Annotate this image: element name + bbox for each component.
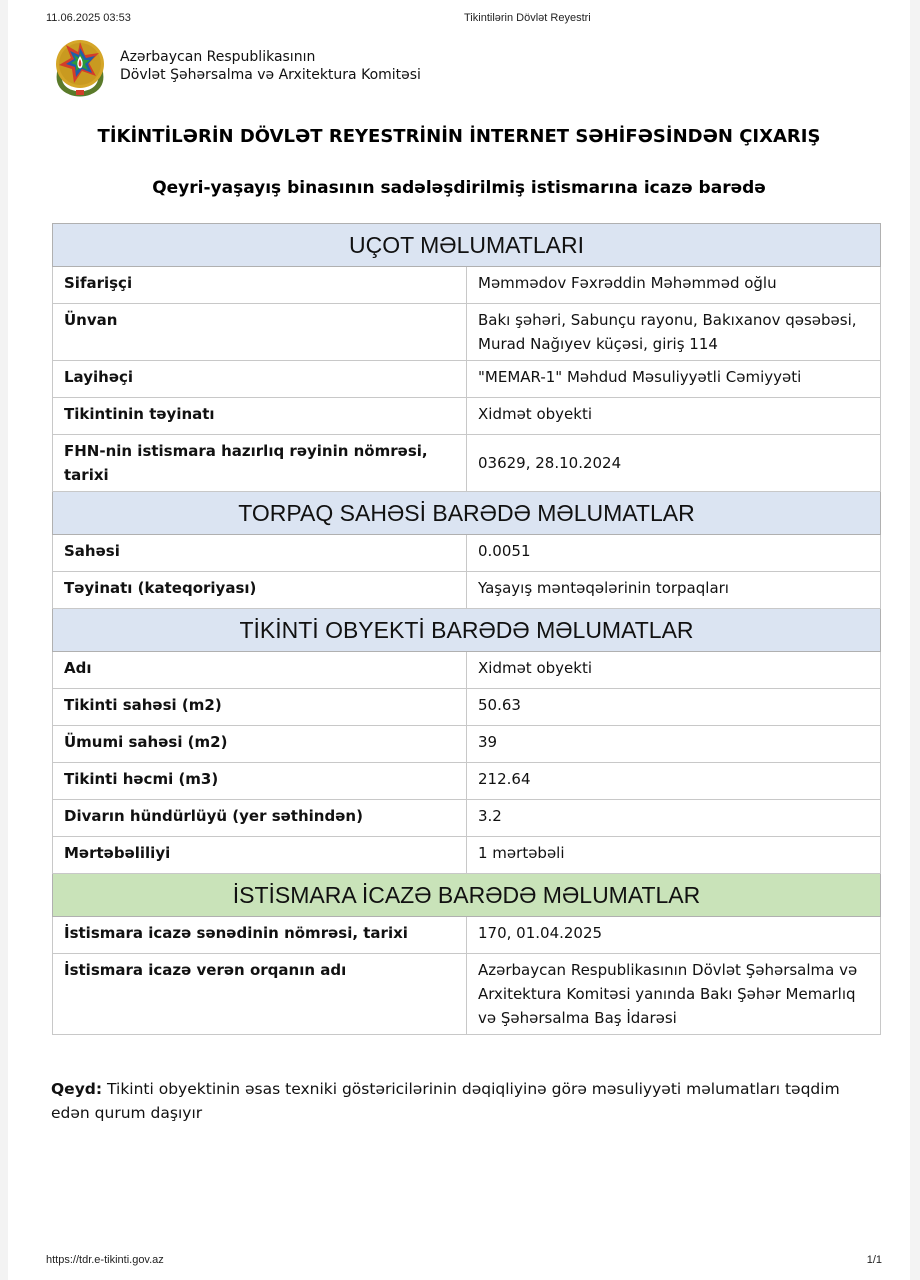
organization-name bbox=[120, 48, 480, 84]
row-key: Layihəçi bbox=[53, 361, 467, 398]
table-row bbox=[53, 954, 881, 1035]
table-row bbox=[53, 763, 881, 800]
section-header-torpaq: TORPAQ SAHƏSİ BARƏDƏ MƏLUMATLAR bbox=[53, 492, 881, 535]
row-key: Divarın hündürlüyü (yer səthindən) bbox=[53, 800, 467, 837]
row-key: Tikintinin təyinatı bbox=[53, 398, 467, 435]
page-number: 1/1 bbox=[866, 1254, 882, 1266]
section-header-row bbox=[53, 492, 881, 535]
row-value: 03629, 28.10.2024 bbox=[467, 435, 881, 492]
print-title: Tikintilərin Dövlət Reyestri bbox=[464, 12, 591, 24]
azerbaijan-coat-of-arms-icon bbox=[50, 34, 110, 98]
document-subtitle: Qeyri-yaşayış binasının sadələşdirilmiş istismarına icazə barədə bbox=[152, 178, 766, 198]
row-key: Ümumi sahəsi (m2) bbox=[53, 726, 467, 763]
row-value: 1 mərtəbəli bbox=[467, 837, 881, 874]
table-row bbox=[53, 652, 881, 689]
table-row bbox=[53, 917, 881, 954]
table-row bbox=[53, 726, 881, 763]
row-key: Ünvan bbox=[53, 304, 467, 361]
footnote-text: Tikinti obyektinin əsas texniki göstəricilərinin dəqiqliyinə görə məsuliyyəti məlumatları təqdim edən qurum daşıyır bbox=[51, 1080, 840, 1122]
table-row bbox=[53, 837, 881, 874]
section-header-row bbox=[53, 874, 881, 917]
section-header-row bbox=[53, 224, 881, 267]
footnote bbox=[51, 1077, 881, 1125]
footnote-label: Qeyd: bbox=[51, 1080, 103, 1098]
row-key: Təyinatı (kateqoriyası) bbox=[53, 572, 467, 609]
table-row bbox=[53, 572, 881, 609]
row-value: Xidmət obyekti bbox=[467, 652, 881, 689]
row-key: İstismara icazə verən orqanın adı bbox=[53, 954, 467, 1035]
table-row bbox=[53, 398, 881, 435]
row-value: 0.0051 bbox=[467, 535, 881, 572]
section-header-obyekt: TİKİNTİ OBYEKTİ BARƏDƏ MƏLUMATLAR bbox=[53, 609, 881, 652]
table-row bbox=[53, 361, 881, 398]
table-row bbox=[53, 267, 881, 304]
row-key: Sifarişçi bbox=[53, 267, 467, 304]
print-url: https://tdr.e-tikinti.gov.az bbox=[46, 1254, 164, 1266]
row-value: "MEMAR-1" Məhdud Məsuliyyətli Cəmiyyəti bbox=[467, 361, 881, 398]
row-value: Bakı şəhəri, Sabunçu rayonu, Bakıxanov qəsəbəsi, Murad Nağıyev küçəsi, giriş 114 bbox=[467, 304, 881, 361]
section-header-icaze: İSTİSMARA İCAZƏ BARƏDƏ MƏLUMATLAR bbox=[53, 874, 881, 917]
document-page bbox=[8, 0, 910, 1280]
row-key: Tikinti həcmi (m3) bbox=[53, 763, 467, 800]
document-title: TİKİNTİLƏRİN DÖVLƏT REYESTRİNİN İNTERNET SƏHİFƏSİNDƏN ÇIXARIŞ bbox=[97, 126, 821, 147]
section-header-ucot: UÇOT MƏLUMATLARI bbox=[53, 224, 881, 267]
row-value: 3.2 bbox=[467, 800, 881, 837]
row-value: 170, 01.04.2025 bbox=[467, 917, 881, 954]
row-key: İstismara icazə sənədinin nömrəsi, tarixi bbox=[53, 917, 467, 954]
row-key: Mərtəbəliliyi bbox=[53, 837, 467, 874]
table-row bbox=[53, 800, 881, 837]
row-value: 212.64 bbox=[467, 763, 881, 800]
row-key: Adı bbox=[53, 652, 467, 689]
row-key: Tikinti sahəsi (m2) bbox=[53, 689, 467, 726]
table-row bbox=[53, 689, 881, 726]
row-value: 50.63 bbox=[467, 689, 881, 726]
row-value: Xidmət obyekti bbox=[467, 398, 881, 435]
registry-table bbox=[52, 223, 881, 1035]
organization-name-line2: Dövlət Şəhərsalma və Arxitektura Komitəsi bbox=[120, 67, 421, 83]
table-row bbox=[53, 535, 881, 572]
row-key: Sahəsi bbox=[53, 535, 467, 572]
row-value: 39 bbox=[467, 726, 881, 763]
row-value: Məmmədov Fəxrəddin Məhəmməd oğlu bbox=[467, 267, 881, 304]
row-value: Yaşayış məntəqələrinin torpaqları bbox=[467, 572, 881, 609]
table-row bbox=[53, 435, 881, 492]
row-value: Azərbaycan Respublikasının Dövlət Şəhərsalma və Arxitektura Komitəsi yanında Bakı Şəhər Memarlıq və Şəhərsalma Baş İdarəsi bbox=[467, 954, 881, 1035]
print-datetime: 11.06.2025 03:53 bbox=[46, 12, 131, 24]
table-row bbox=[53, 304, 881, 361]
row-key: FHN-nin istismara hazırlıq rəyinin nömrəsi, tarixi bbox=[53, 435, 467, 492]
section-header-row bbox=[53, 609, 881, 652]
organization-name-line1: Azərbaycan Respublikasının bbox=[120, 49, 316, 65]
